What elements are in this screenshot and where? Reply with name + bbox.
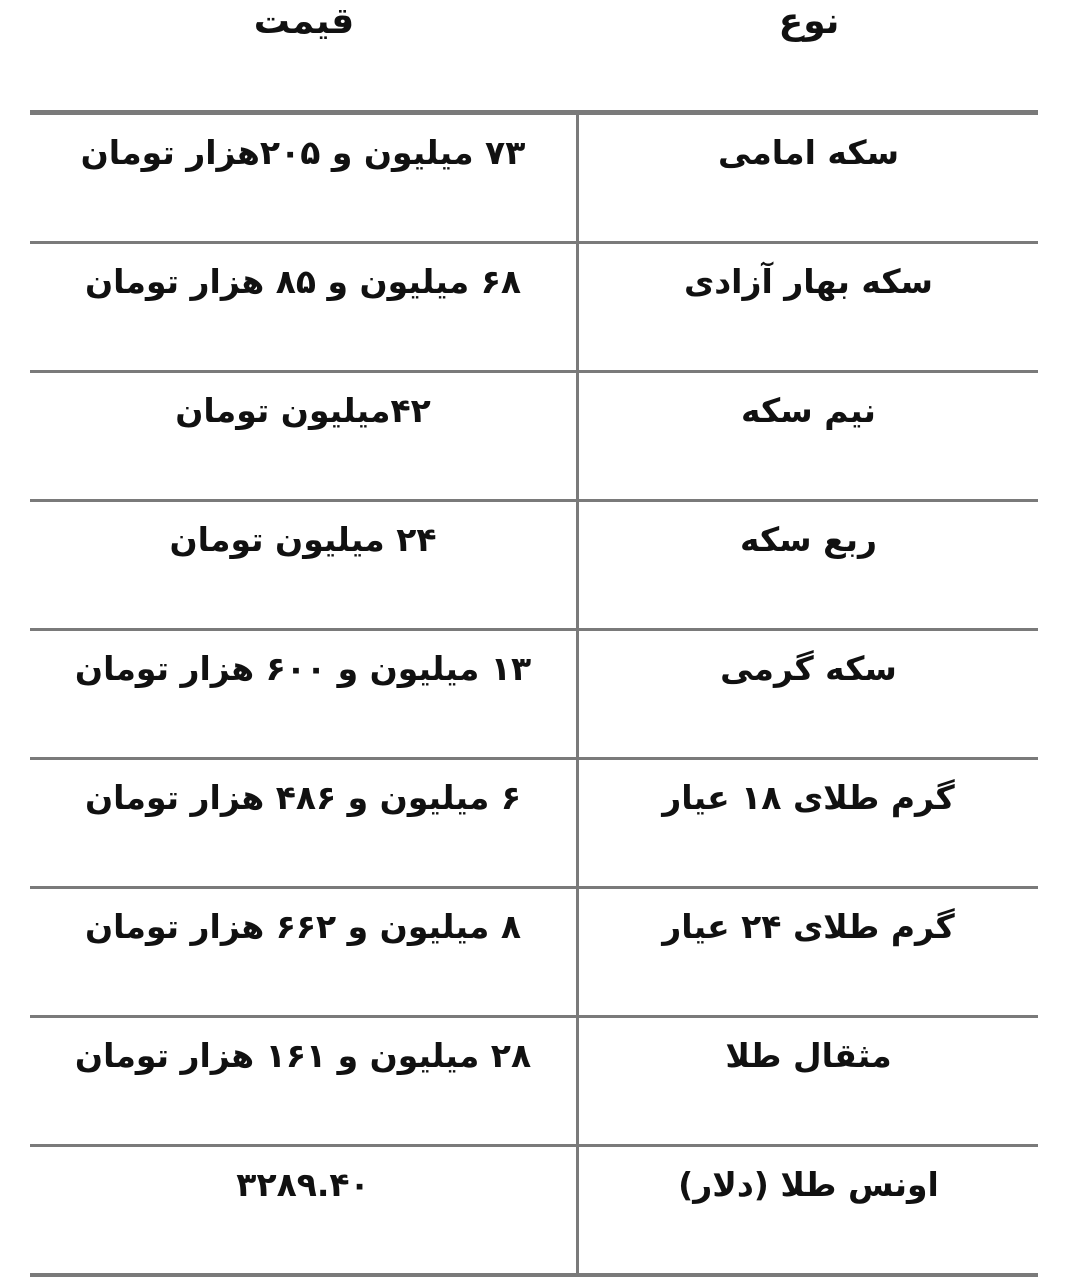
price-cell: ۲۴ میلیون تومان	[169, 520, 437, 559]
table-row	[30, 631, 1038, 760]
type-cell: گرم طلای ۱۸ عیار	[662, 778, 955, 817]
price-cell: ۶ میلیون و ۴۸۶ هزار تومان	[84, 778, 522, 817]
type-cell: مثقال طلا	[725, 1036, 892, 1075]
table-row	[30, 115, 1038, 244]
price-cell: ۱۳ میلیون و ۶۰۰ هزار تومان	[74, 649, 532, 688]
header-type: نوع	[778, 1, 840, 42]
table-row	[30, 1018, 1038, 1147]
table-row	[30, 244, 1038, 373]
price-table	[30, 115, 1038, 1277]
price-cell: ۶۸ میلیون و ۸۵ هزار تومان	[84, 262, 522, 301]
price-cell: ۳۲۸۹.۴۰	[236, 1165, 370, 1204]
type-cell: سکه گرمی	[720, 649, 897, 688]
type-cell: گرم طلای ۲۴ عیار	[662, 907, 955, 946]
header-price: قیمت	[253, 1, 355, 42]
table-row	[30, 373, 1038, 502]
table-row	[30, 760, 1038, 889]
table-row	[30, 1147, 1038, 1277]
type-cell: سکه بهار آزادی	[684, 262, 933, 301]
table-row	[30, 889, 1038, 1018]
price-cell: ۷۳ میلیون و ۲۰۵هزار تومان	[80, 133, 526, 172]
price-cell: ۲۸ میلیون و ۱۶۱ هزار تومان	[74, 1036, 532, 1075]
type-cell: ربع سکه	[739, 520, 878, 559]
price-cell: ۸ میلیون و ۶۶۲ هزار تومان	[84, 907, 522, 946]
price-cell: ۴۲میلیون تومان	[175, 391, 431, 430]
type-cell: اونس طلا (دلار)	[678, 1165, 939, 1204]
type-cell: سکه امامی	[717, 133, 900, 172]
table-row	[30, 502, 1038, 631]
type-cell: نیم سکه	[741, 391, 876, 430]
